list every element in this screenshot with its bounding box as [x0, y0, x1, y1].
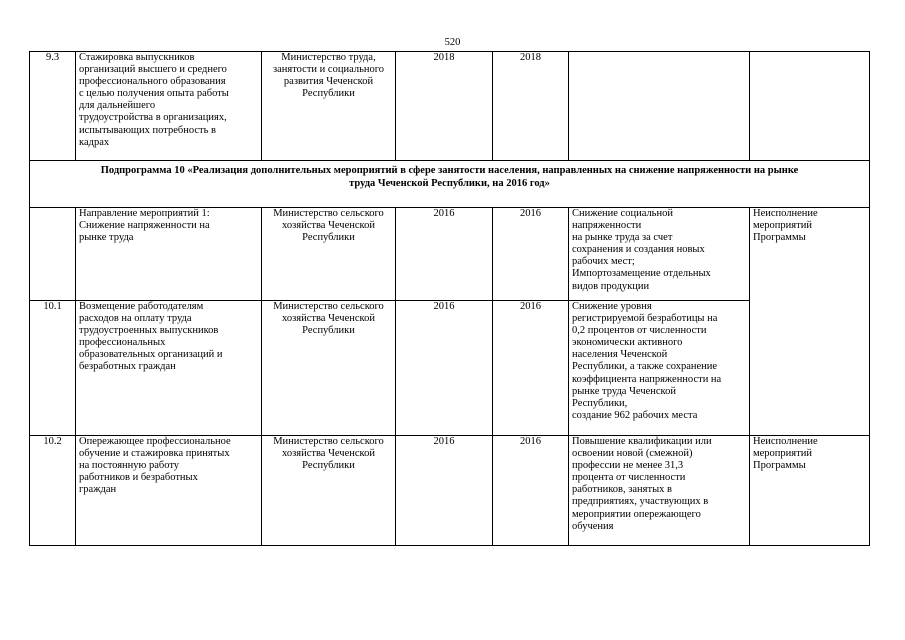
cell-text-line: процента от численности — [572, 472, 686, 484]
cell-text-line: профессии не менее 31,3 — [572, 460, 684, 472]
cell-text-line: Неисполнение — [753, 436, 818, 447]
cell-text-line: коэффициента напряженности на — [572, 373, 722, 385]
subprogram-title — [30, 161, 870, 208]
cell-text-line: Снижение уровня — [572, 301, 652, 312]
cell-text-line: обучение и стажировка принятых — [79, 448, 230, 460]
cell-text-line: трудоустройства в организациях, — [79, 112, 227, 124]
consequence — [750, 52, 870, 161]
cell-text-line: рынке труда Чеченской — [572, 385, 676, 397]
cell-text-line: хозяйства Чеченской — [282, 448, 375, 460]
cell-text-line: образовательных организаций и — [79, 349, 223, 361]
cell-text-line: обучения — [572, 520, 614, 532]
cell-text-line: профессионального образования — [79, 76, 226, 88]
row-number — [30, 208, 76, 301]
table-row — [30, 52, 870, 161]
cell-text-line: Программы — [753, 460, 806, 472]
cell-text-line: Возмещение работодателям — [79, 301, 204, 312]
cell-text-line: Импортозамещение отдельных — [572, 268, 711, 280]
end-year: 2016 — [493, 436, 569, 546]
cell-text-line: Министерство сельского — [273, 301, 384, 312]
cell-text-line: Министерство труда, — [281, 52, 376, 63]
expected-result — [569, 436, 750, 546]
executor — [262, 436, 396, 546]
measure-name — [76, 301, 262, 436]
cell-text-line: создание 962 рабочих места — [572, 409, 698, 421]
cell-text-line: Министерство сельского — [273, 436, 384, 447]
consequence — [750, 436, 870, 546]
cell-text-line: напряженности — [572, 220, 642, 232]
cell-text-line: занятости и социального — [272, 64, 385, 76]
cell-text-line: Неисполнение — [753, 208, 818, 219]
cell-text-line: рынке труда — [79, 232, 134, 244]
start-year: 2018 — [396, 52, 493, 161]
measure-name — [76, 208, 262, 301]
cell-text-line: профессиональных — [79, 337, 166, 349]
cell-text-line: Республики, — [572, 397, 628, 409]
end-year: 2016 — [493, 208, 569, 301]
consequence — [750, 208, 870, 436]
executor — [262, 208, 396, 301]
cell-text-line: с целью получения опыта работы — [79, 88, 229, 100]
row-number: 10.1 — [30, 301, 76, 436]
cell-text-line: кадрах — [79, 136, 110, 148]
cell-text-line: Республики — [302, 88, 355, 100]
table-row — [30, 301, 870, 436]
cell-text-line: Снижение напряженности на — [79, 220, 210, 232]
cell-text-line: Повышение квалификации или — [572, 436, 712, 447]
executor — [262, 52, 396, 161]
cell-text-line: организаций высшего и среднего — [79, 64, 227, 76]
cell-text-line: Программы — [753, 232, 806, 244]
cell-text-line: расходов на оплату труда — [79, 313, 192, 325]
expected-result — [569, 208, 750, 301]
subprogram-title-line-2: труда Чеченской Республики, на 2016 год» — [349, 178, 550, 189]
cell-text-line: Стажировка выпускников — [79, 52, 195, 63]
cell-text-line: Направление мероприятий 1: — [79, 208, 210, 219]
cell-text-line: мероприятий — [753, 220, 812, 232]
measure-name — [76, 436, 262, 546]
cell-text-line: хозяйства Чеченской — [282, 313, 375, 325]
end-year: 2016 — [493, 301, 569, 436]
cell-text-line: мероприятий — [753, 448, 812, 460]
cell-text-line: работников, занятых в — [572, 484, 672, 496]
row-number: 9.3 — [30, 52, 76, 161]
cell-text-line: трудоустроенных выпускников — [79, 325, 219, 337]
cell-text-line: освоении новой (смежной) — [572, 448, 693, 460]
cell-text-line: населения Чеченской — [572, 349, 668, 361]
cell-text-line: хозяйства Чеченской — [282, 220, 375, 232]
expected-result — [569, 52, 750, 161]
cell-text-line: Республики — [302, 325, 355, 337]
cell-text-line: Республики — [302, 232, 355, 244]
cell-text-line: безработных граждан — [79, 361, 176, 373]
cell-text-line: рабочих мест; — [572, 256, 635, 268]
start-year: 2016 — [396, 301, 493, 436]
cell-text-line: для дальнейшего — [79, 100, 156, 112]
cell-text-line: испытывающих потребность в — [79, 124, 216, 136]
cell-text-line: сохранения и создания новых — [572, 244, 705, 256]
cell-text-line: регистрируемой безработицы на — [572, 313, 718, 325]
cell-text-line: на постоянную работу — [79, 460, 180, 472]
cell-text-line: 0,2 процентов от численности — [572, 325, 707, 337]
cell-text-line: граждан — [79, 484, 117, 496]
cell-text-line: Республики, а также сохранение — [572, 361, 718, 373]
cell-text-line: видов продукции — [572, 280, 650, 292]
end-year: 2018 — [493, 52, 569, 161]
subprogram-title-line-1: Подпрограмма 10 «Реализация дополнительных мероприятий в сфере занятости населения, направленных на снижение напряженности на рынке — [100, 165, 799, 176]
cell-text-line: предприятиях, участвующих в — [572, 496, 709, 508]
expected-result — [569, 301, 750, 436]
cell-text-line: на рынке труда за счет — [572, 232, 673, 244]
table-row — [30, 436, 870, 546]
start-year: 2016 — [396, 436, 493, 546]
cell-text-line: Опережающее профессиональное — [79, 436, 231, 447]
executor — [262, 301, 396, 436]
cell-text-line: экономически активного — [572, 337, 683, 349]
cell-text-line: развития Чеченской — [283, 76, 374, 88]
cell-text-line: Снижение социальной — [572, 208, 673, 219]
start-year: 2016 — [396, 208, 493, 301]
cell-text-line: мероприятии опережающего — [572, 508, 701, 520]
program-measures-table — [29, 51, 870, 546]
row-number: 10.2 — [30, 436, 76, 546]
cell-text-line: Республики — [302, 460, 355, 472]
measure-name — [76, 52, 262, 161]
table-row — [30, 161, 870, 208]
cell-text-line: работников и безработных — [79, 472, 198, 484]
cell-text-line: Министерство сельского — [273, 208, 384, 219]
page-number: 520 — [444, 37, 461, 48]
table-row — [30, 208, 870, 301]
